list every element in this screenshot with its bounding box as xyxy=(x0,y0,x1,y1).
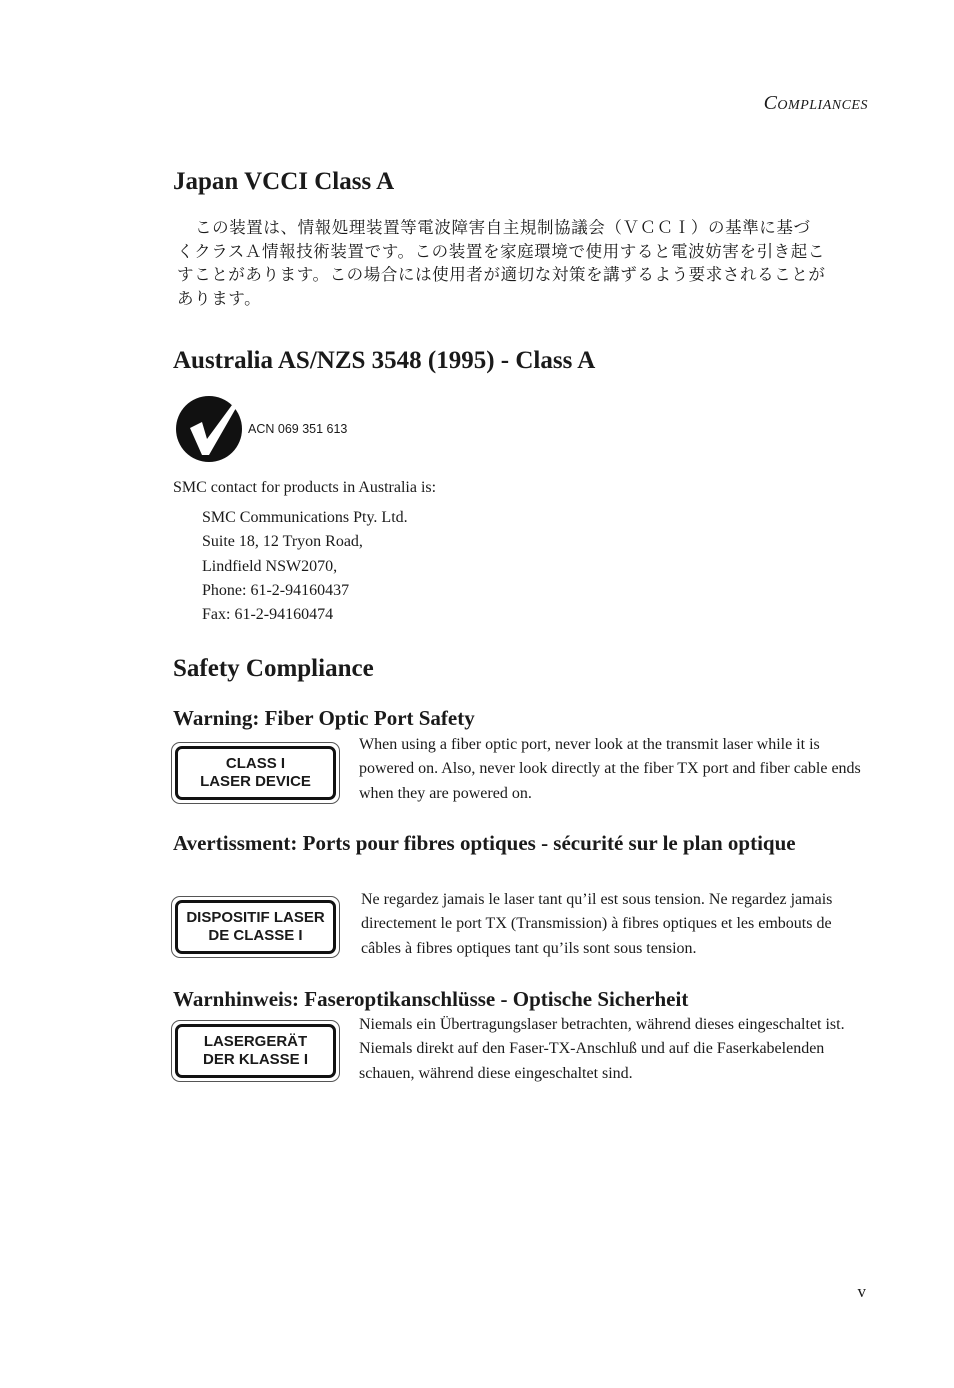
warning-fr-heading: Avertissment: Ports pour fibres optiques - sécurité sur le plan optique xyxy=(173,831,796,855)
address-line: Suite 18, 12 Tryon Road, xyxy=(202,533,363,551)
acn-number: ACN 069 351 613 xyxy=(248,422,348,436)
warning-en-text: When using a fiber optic port, never look at the transmit laser while it is powered on. Also, never look directly at the fiber TX port and fiber cable ends when they are powered on. xyxy=(359,736,861,802)
label-line: DISPOSITIF LASER xyxy=(186,909,325,926)
warning-en-heading: Warning: Fiber Optic Port Safety xyxy=(173,706,475,730)
australia-contact-intro: SMC contact for products in Australia is: xyxy=(173,479,437,496)
address-line: Fax: 61-2-94160474 xyxy=(202,606,334,624)
address-line: SMC Communications Pty. Ltd. xyxy=(202,509,408,526)
label-line: DE CLASSE I xyxy=(208,927,303,944)
class-i-laser-label-fr xyxy=(171,896,340,958)
australia-address xyxy=(202,506,408,627)
warning-de-heading: Warnhinweis: Faseroptikanschlüsse - Optische Sicherheit xyxy=(173,987,689,1011)
safety-compliance-heading: Safety Compliance xyxy=(173,655,374,682)
japan-vcci-text: この装置は、情報処理装置等電波障害自主規制協議会（ＶＣＣＩ）の基準に基づくクラスＡ情報技術装置です。この装置を家庭環境で使用すると電波妨害を引き起こすことがあります。この場合には使用者が適切な対策を講ずるよう要求されることがあります。 xyxy=(177,218,826,308)
japan-vcci-heading: Japan VCCI Class A xyxy=(173,168,395,195)
australia-heading: Australia AS/NZS 3548 (1995) - Class A xyxy=(173,347,596,374)
warning-de-text: Niemals ein Übertragungslaser betrachten, während dieses eingeschaltet ist. Niemals direkt auf den Faser-TX-Anschluß und auf die Faserkabelenden schauen, während diese eingeschaltet sind. xyxy=(359,1016,845,1082)
class-i-laser-label-de xyxy=(171,1020,340,1082)
label-line: LASERGERÄT xyxy=(203,1033,308,1050)
c-tick-mark-icon xyxy=(176,395,244,463)
warning-fr-text: Ne regardez jamais le laser tant qu’il est sous tension. Ne regardez jamais directement le port TX (Transmission) à fibres optiques et les embouts de câbles à fibres optiques tant qu’ils sont sous tension. xyxy=(361,891,833,957)
address-line: Lindfield NSW2070, xyxy=(202,557,338,575)
page-number: v xyxy=(857,1282,866,1301)
label-line: DER KLASSE I xyxy=(202,1051,308,1068)
address-line: Phone: 61-2-94160437 xyxy=(202,581,350,599)
label-line: LASER DEVICE xyxy=(200,773,311,790)
class-i-laser-label xyxy=(171,742,340,804)
label-line: CLASS I xyxy=(225,755,286,772)
running-header: Compliances xyxy=(763,92,868,114)
